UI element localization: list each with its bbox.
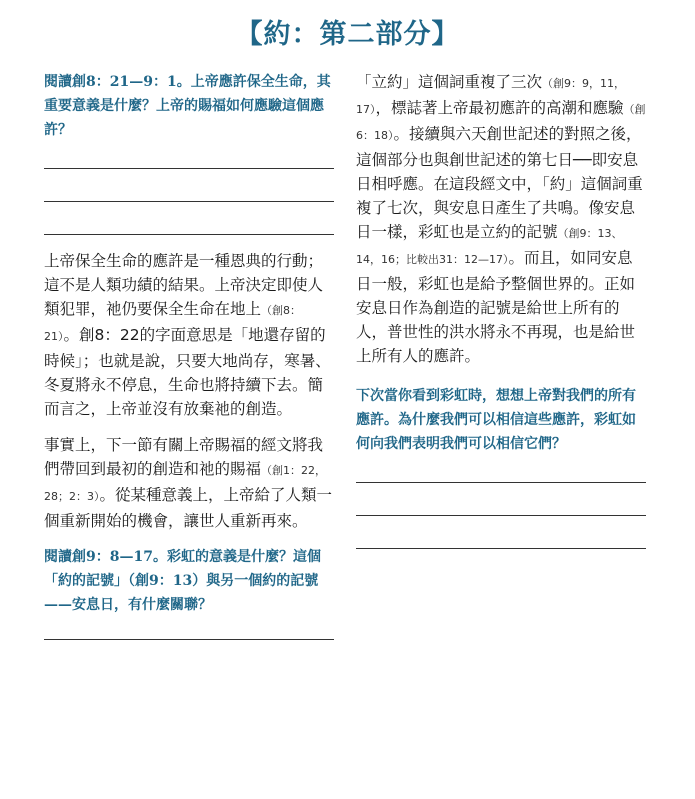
left-column: [44, 70, 334, 640]
question-3: 下次當你看到彩虹時，想想上帝對我們的所有應許。為什麼我們可以相信這些應許，彩虹如何向我們表明我們可以相信它們？: [356, 388, 636, 452]
question-1: 閱讀創8：21—9：1。上帝應許保全生命，其重要意義是什麼？上帝的賜福如何應驗這個應許？: [44, 74, 331, 138]
answer-line[interactable]: [356, 548, 646, 549]
answer-line[interactable]: [44, 639, 334, 640]
paragraph-3: 「立約」這個詞重複了三次（創9：9，11，17），標誌著上帝最初應許的高潮和應驗（創6：18）。接續與六天創世記述的對照之後，這個部分也與創世記述的第七日──即安息日相呼應。在這段經文中，「約」這個詞重複了七次，與安息日產生了共鳴。像安息日一樣，彩虹也是立約的記號（創9：13、14，16；比較出31：12—17）。而且，如同安息日一般，彩虹也是給予整個世界的。正如安息日作為創造的記號是給世上所有的人，普世性的洪水將永不再現，也是給世上所有人的應許。: [356, 73, 646, 365]
paragraph-1: 上帝保全生命的應許是一種恩典的行動；這不是人類功績的結果。上帝決定即使人類犯罪，祂仍要保全生命在地上（創8：21）。創8：22的字面意思是「地還存留的時候」；也就是說，只要大地尚存，寒暑、冬夏將永不停息，生命也將持續下去。簡而言之，上帝並沒有放棄祂的創造。: [44, 252, 331, 418]
paragraph-2: 事實上，下一節有關上帝賜福的經文將我們帶回到最初的創造和祂的賜福（創1：22，28；2：3）。從某種意義上，上帝給了人類一個重新開始的機會，讓世人重新再來。: [44, 436, 333, 530]
question-2: 閱讀創9：8—17。彩虹的意義是什麼？這個「約的記號」（創9：13）與另一個約的記號——安息日，有什麼關聯？: [44, 549, 321, 613]
right-column: [356, 70, 646, 549]
page-title: 【約：第二部分】: [235, 19, 460, 50]
